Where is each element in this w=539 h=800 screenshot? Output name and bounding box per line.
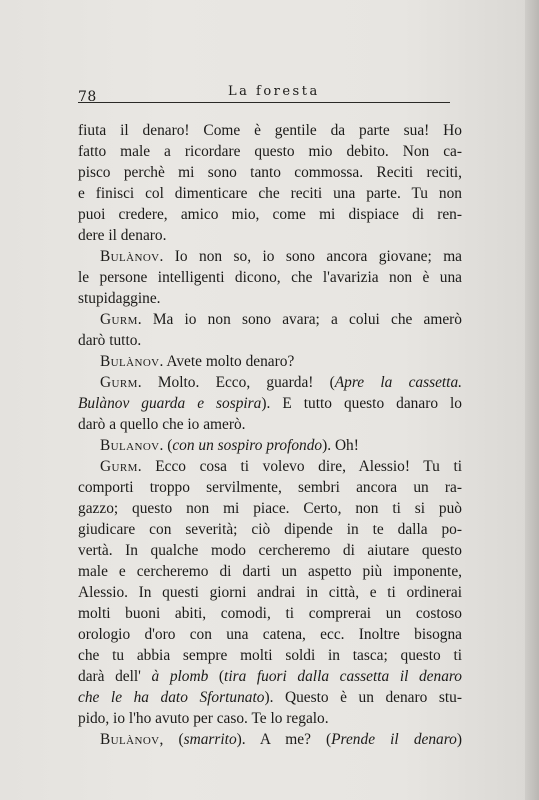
text-line	[78, 393, 462, 414]
text-line	[78, 225, 462, 246]
text-segment: male e cercheremo di darti un aspetto più imponente,	[78, 563, 462, 580]
speaker-name: Gurm	[100, 311, 138, 328]
text-segment: darà dell'	[78, 668, 152, 685]
text-segment: vertà. In qualche modo cercheremo di aiutare questo	[78, 542, 462, 559]
text-segment: comporti troppo servilmente, sembri ancora un ra-	[78, 479, 462, 496]
stage-direction: Prende il denaro	[331, 731, 457, 748]
text-segment: puoi credere, amico mio, come mi dispiace di ren-	[78, 206, 462, 223]
text-line	[78, 708, 462, 729]
header-rule	[78, 102, 450, 103]
text-line	[78, 645, 462, 666]
speaker-name: Bulànov	[100, 353, 160, 370]
running-title: La foresta	[228, 84, 320, 99]
text-line	[78, 414, 462, 435]
text-segment: . Molto. Ecco, guarda! (	[137, 374, 335, 391]
stage-direction: Apre la cassetta.	[334, 374, 462, 391]
text-segment: )	[456, 731, 462, 748]
text-line	[78, 351, 462, 372]
stage-direction: che le ha dato Sfortunato	[78, 689, 265, 706]
text-line	[78, 603, 462, 624]
text-segment: . Io non so, io sono ancora giovane; ma	[159, 248, 462, 265]
text-line	[78, 162, 462, 183]
stage-direction: con un sospiro profondo	[172, 437, 323, 454]
text-segment: ). Oh!	[322, 437, 359, 454]
text-segment: molti buoni abiti, comodi, ti comprerai un costoso	[78, 605, 462, 622]
text-segment: che tu abbia sempre molti soldi in tasca; questo ti	[78, 647, 462, 664]
speaker-name: Gurm	[100, 458, 138, 475]
text-line	[78, 456, 462, 477]
stage-direction: tira fuori dalla cassetta il denaro	[224, 668, 462, 685]
text-segment: orologio d'oro con una catena, ecc. Inoltre bisogna	[78, 626, 462, 643]
text-line	[78, 540, 462, 561]
text-line	[78, 498, 462, 519]
speaker-name: Gurm	[100, 374, 138, 391]
speaker-name: Bulànov	[100, 248, 160, 265]
text-line	[78, 183, 462, 204]
text-segment: pido, io l'ho avuto per caso. Te lo regalo.	[78, 710, 329, 727]
text-line	[78, 246, 462, 267]
text-segment: . Avete molto denaro?	[159, 353, 295, 370]
page-number: 78	[78, 89, 97, 105]
speaker-name: Bulànov	[100, 731, 160, 748]
text-segment: , (	[159, 731, 184, 748]
text-segment: giudicare con severità; ciò dipende in te dalla po-	[78, 521, 462, 538]
text-line	[78, 141, 462, 162]
text-segment: dere il denaro.	[78, 227, 167, 244]
text-segment: gazzo; questo non mi piace. Certo, non ti si può	[78, 500, 462, 517]
text-line	[78, 330, 462, 351]
text-segment: pisco perchè mi sono tanto commossa. Reciti reciti,	[78, 164, 462, 181]
stage-direction: Bulànov guarda e sospira	[78, 395, 262, 412]
text-line	[78, 267, 462, 288]
text-segment: Alessio. In questi giorni andrai in città, e ti ordinerai	[78, 584, 462, 601]
text-segment: . Ma io non sono avara; a colui che amerò	[137, 311, 462, 328]
stage-direction: à plomb	[151, 668, 209, 685]
body-text	[78, 120, 462, 750]
page-header	[78, 84, 450, 104]
text-line	[78, 687, 462, 708]
text-line	[78, 561, 462, 582]
stage-direction: smarrito	[183, 731, 237, 748]
text-line	[78, 435, 462, 456]
text-segment: ). E tutto questo danaro lo	[261, 395, 462, 412]
text-line	[78, 477, 462, 498]
text-line	[78, 120, 462, 141]
text-line	[78, 372, 462, 393]
text-line	[78, 204, 462, 225]
text-line	[78, 582, 462, 603]
text-segment: . (	[159, 437, 173, 454]
text-segment: darò tutto.	[78, 332, 142, 349]
text-segment: stupidaggine.	[78, 290, 161, 307]
text-line	[78, 309, 462, 330]
text-segment: darò a quello che io amerò.	[78, 416, 246, 433]
text-segment: ). Questo è un denaro stu-	[264, 689, 462, 706]
speaker-name: Bulanov	[100, 437, 160, 454]
page-edge-shadow	[525, 0, 539, 800]
text-segment: fiuta il denaro! Come è gentile da parte sua! Ho	[78, 122, 462, 139]
text-segment: . Ecco cosa ti volevo dire, Alessio! Tu ti	[137, 458, 462, 475]
text-line	[78, 624, 462, 645]
text-segment: (	[208, 668, 225, 685]
text-line	[78, 519, 462, 540]
text-line	[78, 666, 462, 687]
text-segment: le persone intelligenti dicono, che l'avarizia non è una	[78, 269, 462, 286]
text-segment: fatto male a ricordare questo mio debito. Non ca-	[78, 143, 462, 160]
text-line	[78, 729, 462, 750]
text-line	[78, 288, 462, 309]
text-segment: e finisci col dimenticare che reciti una parte. Tu non	[78, 185, 462, 202]
text-segment: ). A me? (	[236, 731, 332, 748]
